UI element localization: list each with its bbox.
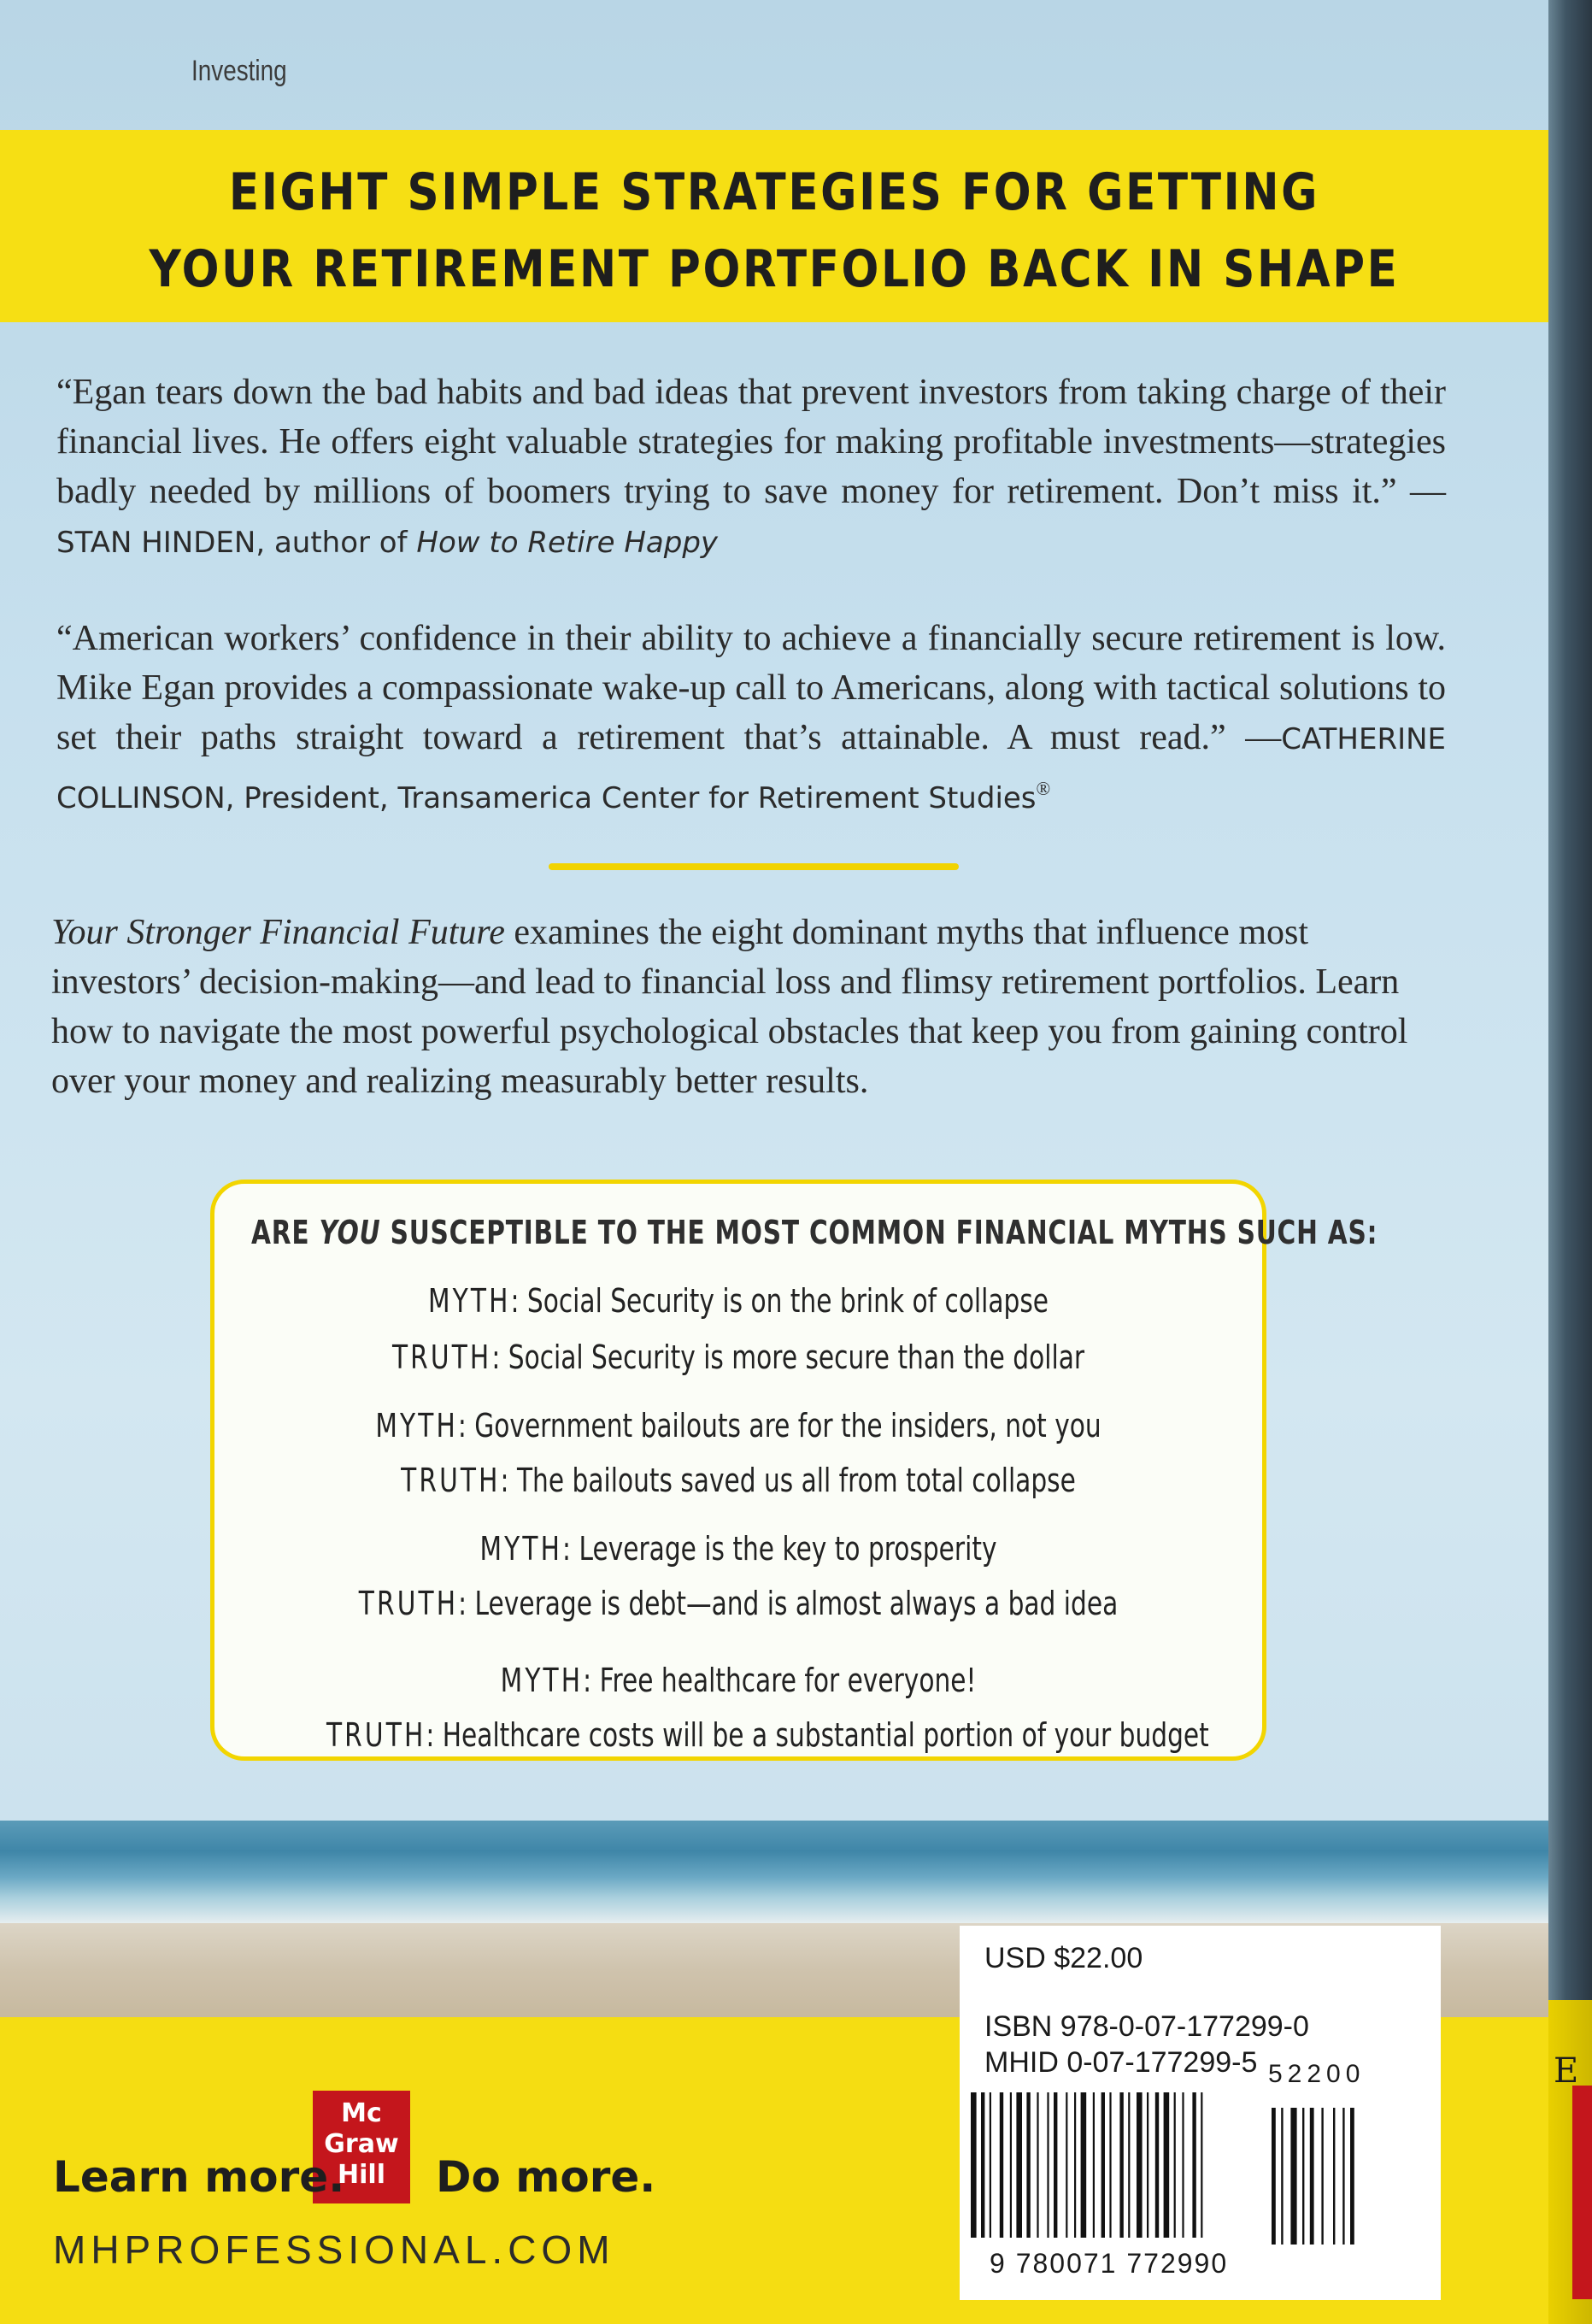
barcode-number: 9 780071 772990	[990, 2248, 1229, 2279]
quote-author: STAN HINDEN	[56, 526, 256, 560]
separator: :	[458, 1585, 475, 1622]
barcode-addon-number: 52200	[1268, 2060, 1366, 2088]
spine-letter: E	[1554, 2051, 1579, 2091]
quote-text: “American workers’ confidence in their ability to achieve a financially secure retirement is low. Mike Egan provides a compassionate wake-up call to Americans, along with tactical solutions to set their paths straight toward a retirement that’s attainable. A must read.”	[56, 619, 1446, 757]
separator: :	[500, 1462, 517, 1499]
section-divider	[549, 863, 959, 870]
myth-label: MYTH	[427, 1282, 511, 1320]
truth-label: TRUTH	[401, 1462, 501, 1499]
heading-post: SUSCEPTIBLE TO THE MOST COMMON FINANCIAL MYTHS SUCH AS:	[380, 1214, 1378, 1251]
learn-more-text: Learn more.	[53, 2152, 345, 2202]
separator: :	[510, 1282, 527, 1320]
heading-you: YOU	[319, 1214, 381, 1251]
category-label: Investing	[191, 55, 287, 87]
truth-text: Healthcare costs will be a substantial portion of your budget	[442, 1716, 1209, 1754]
quote-work: How to Retire Happy	[416, 526, 719, 560]
truth-label: TRUTH	[358, 1585, 459, 1622]
book-spine	[1548, 0, 1592, 2324]
myth-line	[326, 1407, 1150, 1444]
truth-line	[326, 1339, 1150, 1376]
description-text: examines the eight dominant myths that influence most investors’ decision-making—and lead to financial loss and flimsy retirement portfolios. Learn how to navigate the most powerful psychological obstacles that keep you from gaining control over your money and realizing measurably better results.	[51, 913, 1408, 1101]
barcode-icon	[964, 2082, 1425, 2262]
separator: :	[491, 1339, 508, 1376]
book-title-italic: Your Stronger Financial Future	[51, 913, 505, 952]
quote-dash: —	[1396, 472, 1447, 511]
publisher-website: MHPROFESSIONAL.COM	[53, 2227, 615, 2272]
myth-line	[326, 1282, 1150, 1320]
book-description	[51, 908, 1446, 1106]
truth-label: TRUTH	[391, 1339, 492, 1376]
price-text: USD $22.00	[984, 1942, 1143, 1974]
logo-line: Graw	[324, 2129, 399, 2159]
truth-text: Social Security is more secure than the dollar	[508, 1339, 1085, 1376]
banner-line-1: EIGHT SIMPLE STRATEGIES FOR GETTING	[228, 162, 1320, 222]
endorsement-quote-1	[56, 368, 1446, 568]
myth-label: MYTH	[375, 1407, 458, 1444]
mhid-text: MHID 0-07-177299-5	[984, 2046, 1258, 2079]
truth-text: The bailouts saved us all from total collapse	[516, 1462, 1076, 1499]
logo-line: Mc	[341, 2098, 382, 2128]
truth-label: TRUTH	[326, 1716, 426, 1754]
endorsement-quote-2	[56, 614, 1446, 823]
separator: :	[426, 1716, 443, 1754]
myths-heading	[251, 1214, 1378, 1251]
logo-line: Hill	[338, 2160, 385, 2190]
quote-author: CATHERINE COLLINSON	[56, 722, 1447, 815]
truth-text: Leverage is debt—and is almost always a bad idea	[474, 1585, 1119, 1622]
ocean-photo-band	[0, 1821, 1548, 1923]
myth-text: Social Security is on the brink of collapse	[526, 1282, 1049, 1320]
registered-mark: ®	[1036, 778, 1051, 799]
banner-line-2: YOUR RETIREMENT PORTFOLIO BACK IN SHAPE	[149, 239, 1400, 299]
myth-line	[326, 1530, 1150, 1568]
truth-line	[326, 1462, 1150, 1499]
truth-line	[326, 1585, 1150, 1622]
separator: :	[562, 1530, 579, 1568]
myth-text: Leverage is the key to prosperity	[579, 1530, 997, 1568]
spine-red-band	[1572, 2086, 1592, 2299]
heading-pre: ARE	[251, 1214, 320, 1251]
truth-line	[326, 1716, 1209, 1754]
separator: :	[583, 1662, 600, 1699]
myth-text: Free healthcare for everyone!	[599, 1662, 977, 1699]
isbn-text: ISBN 978-0-07-177299-0	[984, 2010, 1309, 2043]
myth-label: MYTH	[479, 1530, 563, 1568]
myth-line	[326, 1662, 1150, 1699]
quote-role: , President, Transamerica Center for Retirement Studies	[225, 781, 1037, 815]
myth-label: MYTH	[500, 1662, 584, 1699]
quote-text: “Egan tears down the bad habits and bad ideas that prevent investors from taking charge of their financial lives. He offers eight valuable strategies for making profitable investments—strategies badly needed by millions of boomers trying to save money for retirement. Don’t miss it.”	[56, 373, 1446, 511]
quote-role: , author of	[256, 526, 417, 560]
do-more-text: Do more.	[436, 2152, 656, 2202]
separator: :	[457, 1407, 475, 1444]
quote-dash: —	[1225, 718, 1282, 757]
myth-text: Government bailouts are for the insiders, not you	[474, 1407, 1101, 1444]
